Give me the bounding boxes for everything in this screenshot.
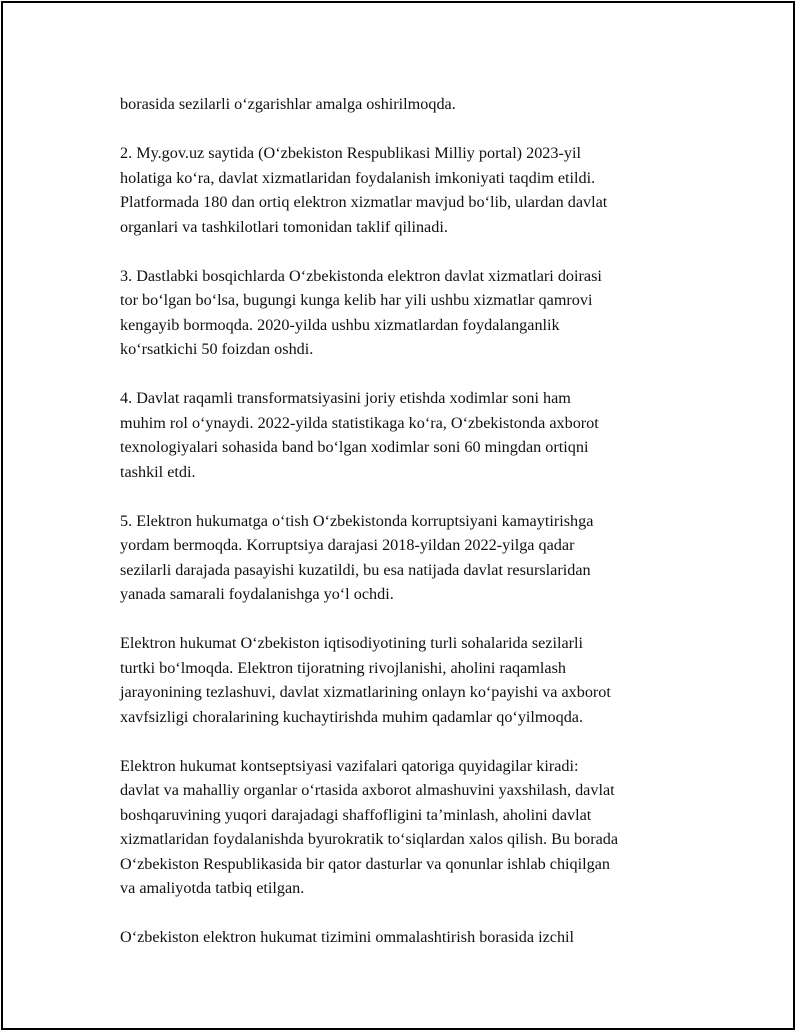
text-line: tor bo‘lgan bo‘lsa, bugungi kunga kelib har yili ushbu xizmatlar qamrovi xyxy=(120,291,593,309)
text-line: Platformada 180 dan ortiq elektron xizmatlar mavjud bo‘lib, ulardan davlat xyxy=(120,193,608,211)
paragraph xyxy=(120,754,700,901)
text-line: xizmatlaridan foydalanishda byurokratik to‘siqlardan xalos qilish. Bu borada xyxy=(120,830,619,848)
text-line: boshqaruvining yuqori darajadagi shaffofligini ta’minlash, aholini davlat xyxy=(120,805,592,824)
paragraph xyxy=(120,925,700,950)
text-line: 4. Davlat raqamli transformatsiyasini joriy etishda xodimlar soni ham xyxy=(120,389,571,407)
text-line: muhim rol o‘ynaydi. 2022-yilda statistikaga ko‘ra, O‘zbekistonda axborot xyxy=(120,413,599,432)
text-line: Elektron hukumat O‘zbekiston iqtisodiyotining turli sohalarida sezilarli xyxy=(120,634,584,652)
text-line: kengayib bormoqda. 2020-yilda ushbu xizmatlardan foydalanganlik xyxy=(120,315,560,334)
paragraph xyxy=(120,386,700,484)
text-line: 5. Elektron hukumatga o‘tish O‘zbekistonda korruptsiyani kamaytirishga xyxy=(120,511,594,530)
text-line: sezilarli darajada pasayishi kuzatildi, bu esa natijada davlat resurslaridan xyxy=(120,560,591,579)
text-line: yordam bermoqda. Korruptsiya darajasi 2018-yildan 2022-yilga qadar xyxy=(120,536,575,554)
text-line: holatiga ko‘ra, davlat xizmatlaridan foydalanish imkoniyati taqdim etildi. xyxy=(120,168,596,187)
text-line: texnologiyalari sohasida band bo‘lgan xodimlar soni 60 mingdan ortiqni xyxy=(120,438,589,456)
text-line: xavfsizligi choralarining kuchaytirishda muhim qadamlar qo‘yilmoqda. xyxy=(120,707,584,726)
text-line: davlat va mahalliy organlar o‘rtasida axborot almashuvini yaxshilash, davlat xyxy=(120,781,615,799)
document-page xyxy=(1,1,795,1030)
paragraph xyxy=(120,509,700,607)
text-line: va amaliyotda tatbiq etilgan. xyxy=(120,879,305,897)
document-body xyxy=(120,92,700,974)
text-line: jarayonining tezlashuvi, davlat xizmatlarining onlayn ko‘payishi va axborot xyxy=(120,683,611,701)
text-line: O‘zbekiston elektron hukumat tizimini ommalashtirish borasida izchil xyxy=(120,928,575,946)
text-line: tashkil etdi. xyxy=(120,462,196,481)
text-line: yanada samarali foydalanishga yo‘l ochdi. xyxy=(120,585,394,603)
text-line: organlari va tashkilotlari tomonidan taklif qilinadi. xyxy=(120,217,448,236)
text-line: borasida sezilarli o‘zgarishlar amalga oshirilmoqda. xyxy=(120,95,456,113)
paragraph xyxy=(120,141,700,239)
text-line: Elektron hukumat kontseptsiyasi vazifalari qatoriga quyidagilar kiradi: xyxy=(120,756,579,775)
text-line: 2. My.gov.uz saytida (O‘zbekiston Respublikasi Milliy portal) 2023-yil xyxy=(120,144,581,162)
paragraph xyxy=(120,631,700,729)
paragraph xyxy=(120,92,700,117)
text-line: O‘zbekiston Respublikasida bir qator dasturlar va qonunlar ishlab chiqilgan xyxy=(120,854,611,873)
text-line: ko‘rsatkichi 50 foizdan oshdi. xyxy=(120,340,314,358)
text-line: turtki bo‘lmoqda. Elektron tijoratning rivojlanishi, aholini raqamlash xyxy=(120,658,566,677)
text-line: 3. Dastlabki bosqichlarda O‘zbekistonda elektron davlat xizmatlari doirasi xyxy=(120,266,602,285)
paragraph xyxy=(120,264,700,362)
